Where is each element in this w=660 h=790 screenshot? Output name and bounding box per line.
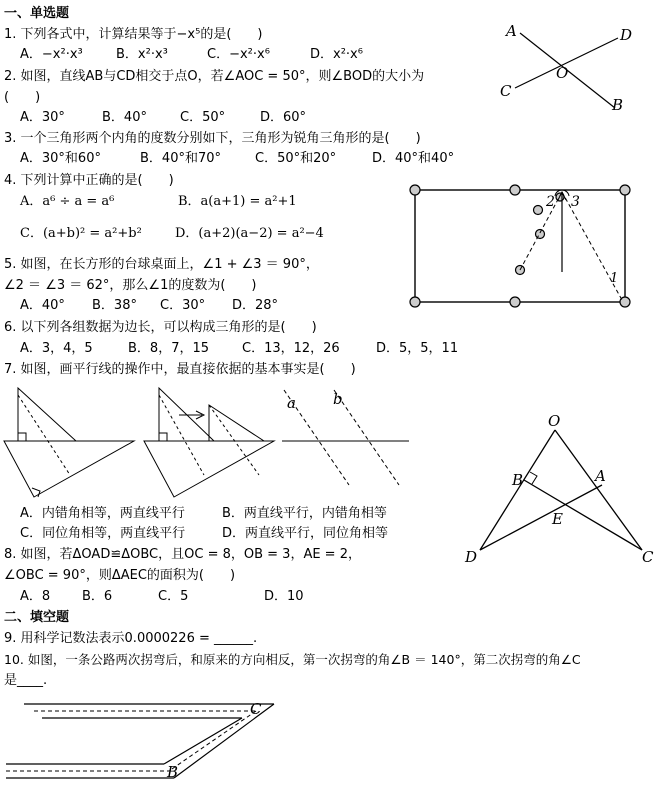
q2-option-b: B．40° — [102, 110, 147, 125]
q1-option-d: D．x²·x⁶ — [310, 47, 363, 62]
trace-line — [159, 395, 204, 475]
label-c: C — [250, 700, 262, 718]
segment-bc — [524, 480, 642, 550]
right-angle-mark — [159, 433, 167, 441]
q6-option-d: D．5，5，11 — [376, 341, 459, 356]
q8-option-a: A．8 — [20, 589, 51, 604]
angle-label-3: 3 — [571, 194, 580, 210]
q5-option-a: A．40° — [20, 298, 65, 313]
q2-option-d: D．60° — [260, 110, 307, 125]
q2-stem: 2. 如图，直线AB与CD相交于点O，若∠AOC = 50°，则∠BOD的大小为 — [4, 69, 425, 84]
q4-option-d: D．(a+2)(a−2) = a²−4 — [175, 226, 324, 241]
q3-option-a: A．30°和60° — [20, 151, 101, 166]
q8-stem-cont: ∠OBC = 90°，则ΔAEC的面积为( ) — [4, 568, 236, 583]
q7-option-b: B．两直线平行，内错角相等 — [222, 506, 387, 521]
set-square-moved — [209, 405, 264, 441]
q7-option-c: C．同位角相等，两直线平行 — [20, 526, 186, 541]
q1-option-b: B．x²·x³ — [116, 47, 168, 62]
q5-option-b: B．38° — [92, 298, 137, 313]
q7-option-d: D．两直线平行，同位角相等 — [222, 526, 389, 541]
q2-option-a: A．30° — [20, 110, 65, 125]
q1-option-c: C．−x²·x⁶ — [207, 47, 270, 62]
ball-icon — [534, 206, 543, 215]
q6-option-c: C．13，12，26 — [242, 341, 340, 356]
q4-stem: 4. 下列计算中正确的是( ) — [4, 173, 174, 188]
q8-figure — [462, 410, 657, 570]
right-angle-mark — [18, 433, 26, 441]
section-title-2: 二、填空题 — [4, 610, 70, 625]
pocket-icon — [620, 185, 630, 195]
label-d: D — [465, 548, 478, 566]
pocket-icon — [410, 297, 420, 307]
q5-option-c: C．30° — [160, 298, 206, 313]
q2-figure — [490, 18, 650, 113]
q4-option-c: C．(a+b)² = a²+b² — [20, 226, 142, 241]
ruler-triangle — [4, 441, 134, 497]
section-title-1: 一、单选题 — [4, 6, 70, 21]
label-a: a — [287, 394, 296, 412]
q8-option-b: B．6 — [82, 589, 113, 604]
q5-figure — [405, 182, 635, 312]
q6-option-b: B．8，7，15 — [128, 341, 210, 356]
angle-label-1: 1 — [610, 271, 619, 286]
label-c: C — [500, 82, 512, 100]
label-b: B — [612, 96, 624, 114]
label-b: b — [333, 390, 343, 408]
q2-option-c: C．50° — [180, 110, 226, 125]
segment-od — [480, 430, 555, 550]
ball-icon — [536, 230, 545, 239]
road-centerline — [169, 711, 256, 771]
angle-label-2: 2 — [546, 194, 555, 210]
path-in — [520, 192, 562, 270]
segment-oc — [555, 430, 642, 550]
q10-stem-cont: 是____. — [4, 673, 48, 688]
table-border — [415, 190, 625, 302]
set-square-upper — [18, 388, 76, 441]
q4-option-a: A．a⁶ ÷ a = a⁶ — [20, 194, 115, 209]
q4-option-b: B．a(a+1) = a²+1 — [178, 194, 297, 209]
q6-stem: 6. 以下列各组数据为边长，可以构成三角形的是( ) — [4, 320, 317, 335]
label-c: C — [642, 548, 654, 566]
trace-line — [209, 405, 259, 475]
label-d: D — [620, 26, 633, 44]
label-b: B — [167, 763, 179, 781]
q2-stem-cont: ( ) — [4, 90, 41, 105]
pocket-icon — [510, 185, 520, 195]
label-e: E — [552, 510, 563, 528]
q7-stem: 7. 如图，画平行线的操作中，最直接依据的基本事实是( ) — [4, 362, 356, 377]
right-angle-mark — [530, 472, 537, 484]
q7-figure — [4, 385, 414, 500]
q10-stem: 10. 如图，一条公路两次拐弯后，和原来的方向相反，第一次拐弯的角∠B ＝ 140°，第二次拐弯的角∠C — [4, 652, 581, 667]
q5-stem-cont: ∠2 ＝ ∠3 ＝ 62°，那么∠1的度数为( ) — [4, 278, 257, 293]
q9-stem: 9. 用科学记数法表示0.0000226 = ______. — [4, 631, 258, 646]
q3-option-b: B．40°和70° — [140, 151, 222, 166]
q3-option-c: C．50°和20° — [255, 151, 337, 166]
q8-option-d: D．10 — [264, 589, 304, 604]
q6-option-a: A．3，4，5 — [20, 341, 93, 356]
label-o: O — [556, 64, 569, 82]
q1-stem: 1. 下列各式中，计算结果等于−x⁵的是( ) — [4, 27, 263, 42]
q8-stem: 8. 如图，若ΔOAD≌ΔOBC，且OC = 8，OB = 3，AE = 2， — [4, 547, 361, 562]
q3-option-d: D．40°和40° — [372, 151, 455, 166]
label-a: A — [595, 467, 606, 485]
label-o: O — [548, 412, 561, 430]
q10-figure — [4, 696, 304, 786]
line-b — [334, 390, 399, 485]
pocket-icon — [510, 297, 520, 307]
label-a: A — [506, 22, 517, 40]
segment-ad — [480, 485, 602, 550]
q8-option-c: C．5 — [158, 589, 189, 604]
q7-option-a: A．内错角相等，两直线平行 — [20, 506, 185, 521]
q3-stem: 3. 一个三角形两个内角的度数分别如下，三角形为锐角三角形的是( ) — [4, 131, 421, 146]
label-b: B — [512, 471, 524, 489]
q5-option-d: D．28° — [232, 298, 279, 313]
pocket-icon — [410, 185, 420, 195]
q5-stem: 5. 如图，在长方形的台球桌面上，∠1 + ∠3 ＝ 90°， — [4, 257, 319, 272]
q1-option-a: A．−x²·x³ — [20, 47, 83, 62]
